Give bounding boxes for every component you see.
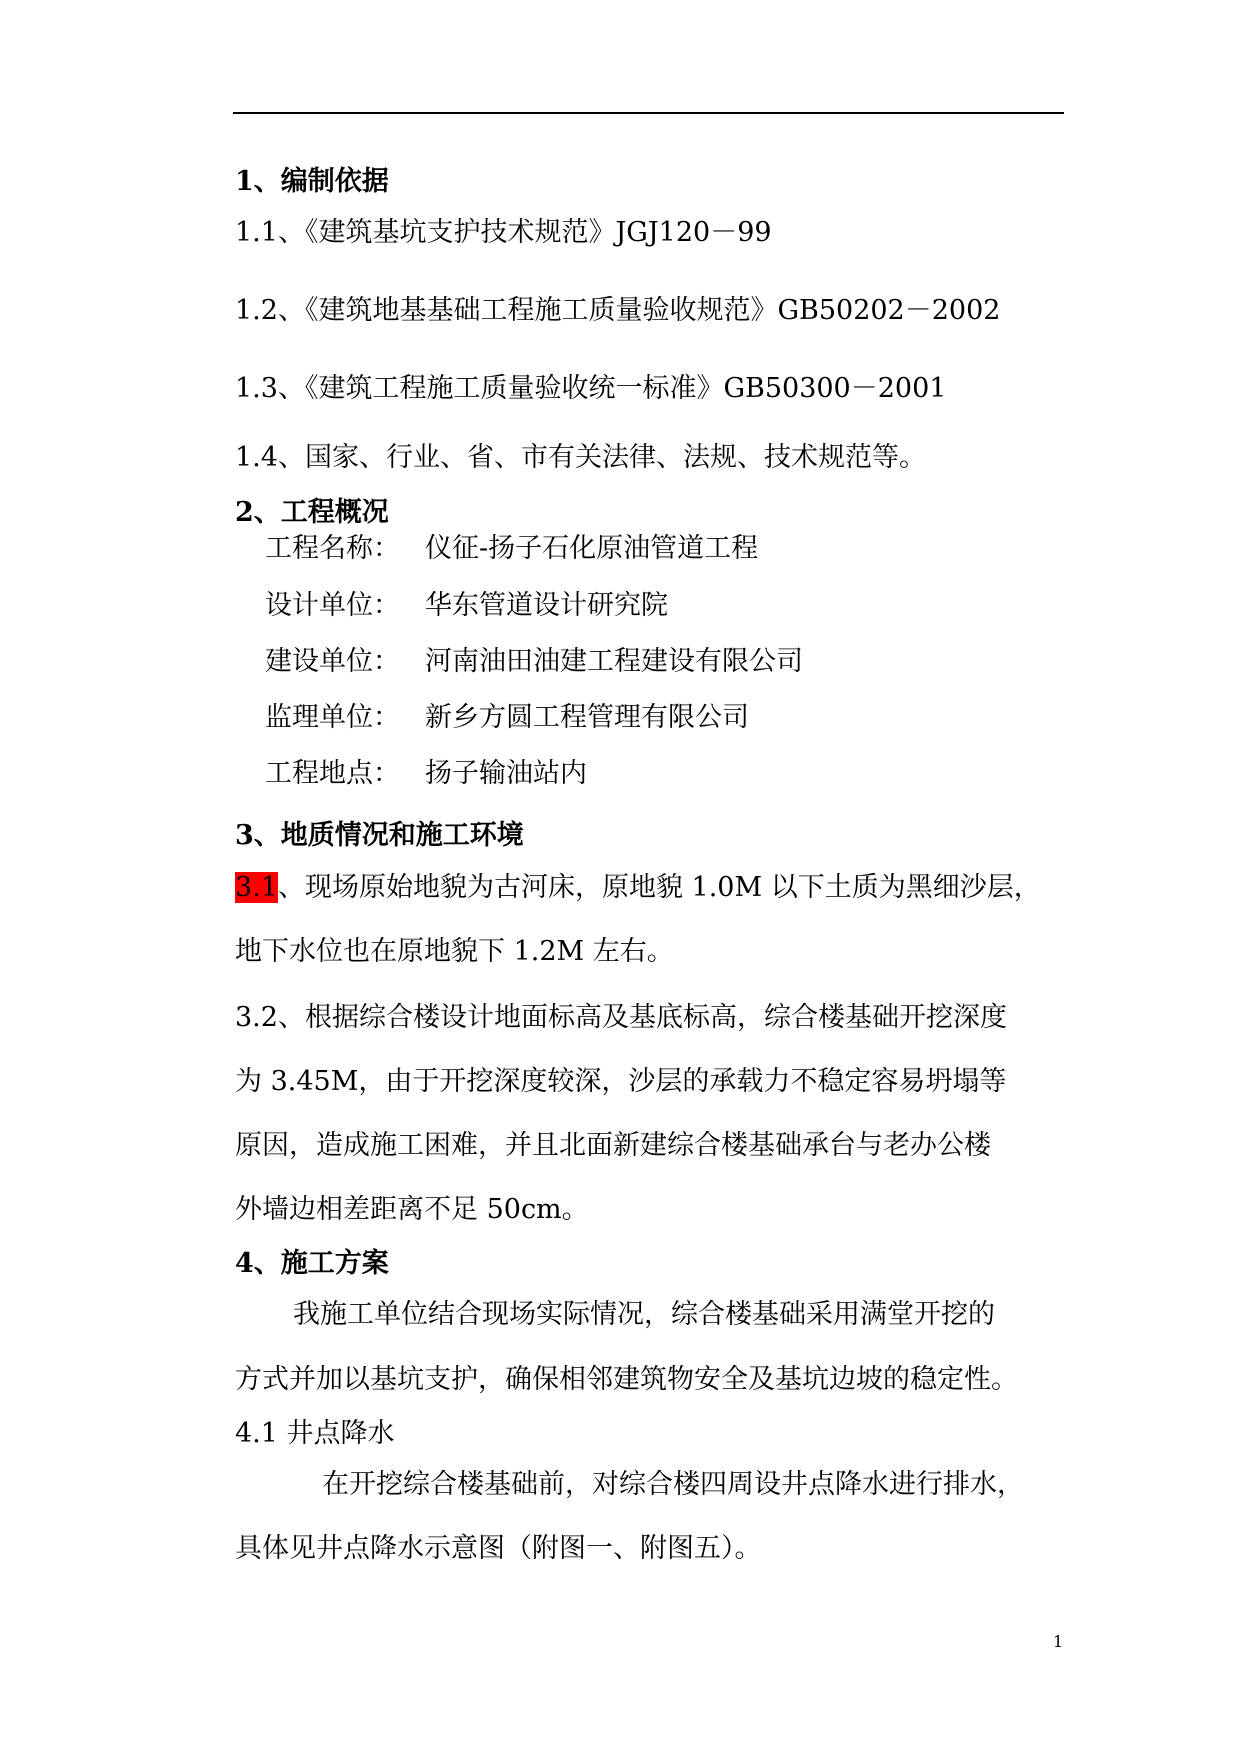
paragraph-line: 方式并加以基坑支护，确保相邻建筑物安全及基坑边坡的稳定性。 bbox=[235, 1364, 1018, 1395]
paragraph-text: 、现场原始地貌为古河床，原地貌 1.0M 以下土质为黑细沙层， bbox=[277, 872, 1041, 903]
info-row bbox=[265, 588, 668, 624]
info-value: 仪征-扬子石化原油管道工程 bbox=[425, 533, 759, 564]
reference-item: 1.4、国家、行业、省、市有关法律、法规、技术规范等。 bbox=[235, 442, 926, 473]
paragraph-line: 原因，造成施工困难，并且北面新建综合楼基础承台与老办公楼 bbox=[235, 1130, 991, 1161]
info-label: 工程地点： bbox=[265, 758, 400, 789]
section-3-heading: 3、地质情况和施工环境 bbox=[235, 820, 524, 851]
info-row bbox=[265, 644, 803, 680]
section-2-heading: 2、工程概况 bbox=[235, 497, 389, 528]
section-4-heading: 4、施工方案 bbox=[235, 1248, 389, 1279]
paragraph-line: 外墙边相差距离不足 50cm。 bbox=[235, 1194, 589, 1225]
reference-item: 1.2、《建筑地基基础工程施工质量验收规范》GB50202－2002 bbox=[235, 295, 1001, 326]
info-row bbox=[265, 756, 587, 792]
info-value: 华东管道设计研究院 bbox=[425, 590, 668, 621]
section-1-heading: 1、编制依据 bbox=[235, 166, 389, 197]
info-row bbox=[265, 700, 749, 736]
info-value: 新乡方圆工程管理有限公司 bbox=[425, 702, 749, 733]
paragraph-line: 具体见井点降水示意图（附图一、附图五）。 bbox=[235, 1533, 762, 1564]
info-label: 工程名称： bbox=[265, 533, 400, 564]
paragraph-line: 我施工单位结合现场实际情况，综合楼基础采用满堂开挖的 bbox=[293, 1299, 995, 1330]
info-row bbox=[265, 531, 758, 567]
paragraph-line: 在开挖综合楼基础前，对综合楼四周设井点降水进行排水， bbox=[322, 1469, 1024, 1500]
reference-item: 1.1、《建筑基坑支护技术规范》JGJ120－99 bbox=[235, 217, 772, 248]
info-value: 扬子输油站内 bbox=[425, 758, 587, 789]
paragraph-line bbox=[235, 870, 1041, 906]
paragraph-line: 地下水位也在原地貌下 1.2M 左右。 bbox=[235, 936, 674, 967]
subsection-heading: 4.1 井点降水 bbox=[235, 1418, 395, 1449]
paragraph-line: 3.2、根据综合楼设计地面标高及基底标高，综合楼基础开挖深度 bbox=[235, 1002, 1007, 1033]
reference-item: 1.3、《建筑工程施工质量验收统一标准》GB50300－2001 bbox=[235, 373, 947, 404]
info-label: 设计单位： bbox=[265, 590, 400, 621]
info-label: 监理单位： bbox=[265, 702, 400, 733]
info-label: 建设单位： bbox=[265, 646, 400, 677]
info-value: 河南油田油建工程建设有限公司 bbox=[425, 646, 803, 677]
highlighted-number: 3.1 bbox=[235, 872, 278, 903]
page-number: 1 bbox=[1053, 1632, 1064, 1651]
paragraph-line: 为 3.45M，由于开挖深度较深，沙层的承载力不稳定容易坍塌等 bbox=[235, 1066, 1007, 1097]
header-rule bbox=[233, 112, 1064, 114]
